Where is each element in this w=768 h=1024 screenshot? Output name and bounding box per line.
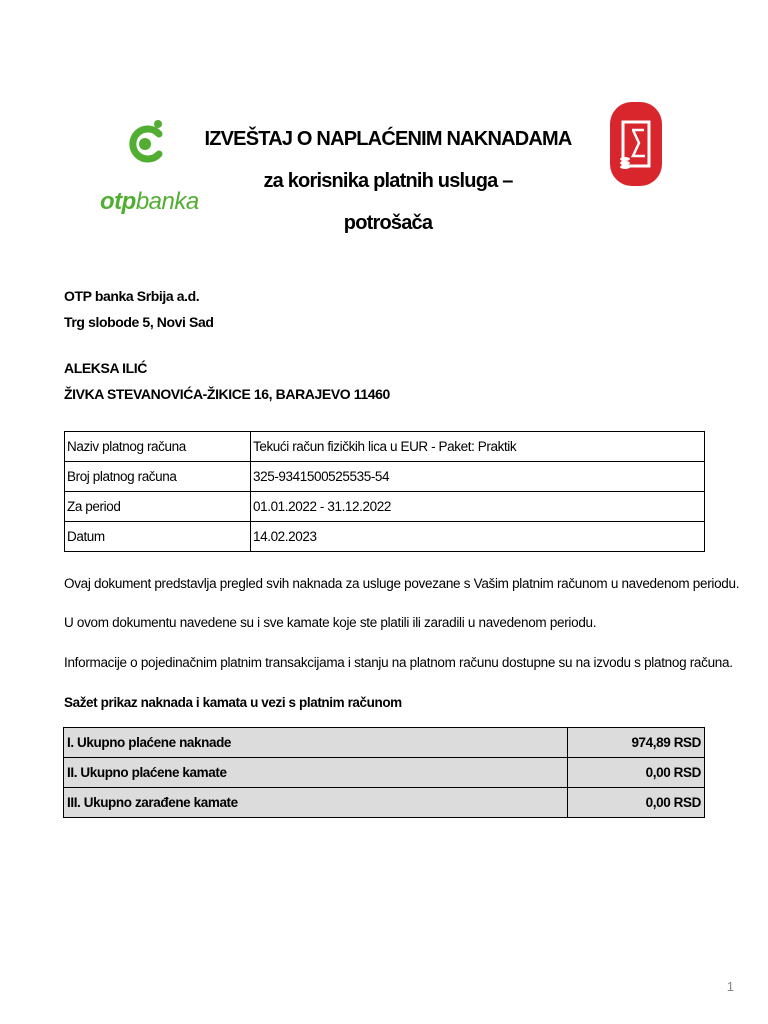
client-address-block (64, 355, 390, 407)
account-info-label: Za period (65, 492, 251, 522)
title-line-1: IZVEŠTAJ O NAPLAĆENIM NAKNADAMA (204, 128, 572, 150)
transactions-paragraph: Informacije o pojedinačnim platnim transakcijama i stanju na platnom računu dostupne su na izvodu s platnog računa. (64, 655, 733, 670)
account-info-label: Datum (65, 522, 251, 552)
bank-address-block (64, 283, 214, 335)
summary-label: III. Ukupno zarađene kamate (64, 788, 568, 818)
logo-banka-text: banka (135, 188, 199, 215)
table-row (64, 788, 705, 818)
summary-value: 974,89 RSD (568, 728, 705, 758)
table-row (65, 522, 705, 552)
table-row (64, 728, 705, 758)
table-row (65, 432, 705, 462)
logo-wordmark (100, 188, 199, 216)
client-name: ALEKSA ILIĆ (64, 360, 147, 376)
otp-banka-logo (100, 116, 199, 226)
account-info-value: 01.01.2022 - 31.12.2022 (251, 492, 705, 522)
bank-name: OTP banka Srbija a.d. (64, 288, 200, 304)
account-info-label: Broj platnog računa (65, 462, 251, 492)
title-line-2: za korisnika platnih usluga – (263, 170, 513, 192)
account-info-label: Naziv platnog računa (65, 432, 251, 462)
document-title (180, 118, 596, 244)
account-info-value: Tekući račun fizičkih lica u EUR - Paket: Praktik (251, 432, 705, 462)
summary-heading: Sažet prikaz naknada i kamata u vezi s platnim računom (64, 695, 402, 710)
summary-table (63, 727, 705, 818)
client-address: ŽIVKA STEVANOVIĆA-ŽIKICE 16, BARAJEVO 11460 (64, 386, 390, 402)
title-line-3: potrošača (343, 212, 433, 234)
account-info-table (64, 431, 705, 552)
account-info-value: 14.02.2023 (251, 522, 705, 552)
bank-address: Trg slobode 5, Novi Sad (64, 314, 214, 330)
sigma-document-icon (608, 100, 664, 188)
table-row (64, 758, 705, 788)
page-number: 1 (726, 979, 734, 994)
otp-logo-mark-icon (125, 116, 165, 172)
summary-value: 0,00 RSD (568, 758, 705, 788)
intro-paragraph: Ovaj dokument predstavlja pregled svih naknada za usluge povezane s Vašim platnim računom u navedenom periodu. (64, 576, 740, 591)
table-row (65, 462, 705, 492)
account-info-value: 325-9341500525535-54 (251, 462, 705, 492)
summary-value: 0,00 RSD (568, 788, 705, 818)
summary-label: II. Ukupno plaćene kamate (64, 758, 568, 788)
table-row (65, 492, 705, 522)
summary-label: I. Ukupno plaćene naknade (64, 728, 568, 758)
interest-paragraph: U ovom dokumentu navedene su i sve kamate koje ste platili ili zaradili u navedenom periodu. (64, 615, 597, 630)
logo-otp-text: otp (100, 188, 136, 215)
